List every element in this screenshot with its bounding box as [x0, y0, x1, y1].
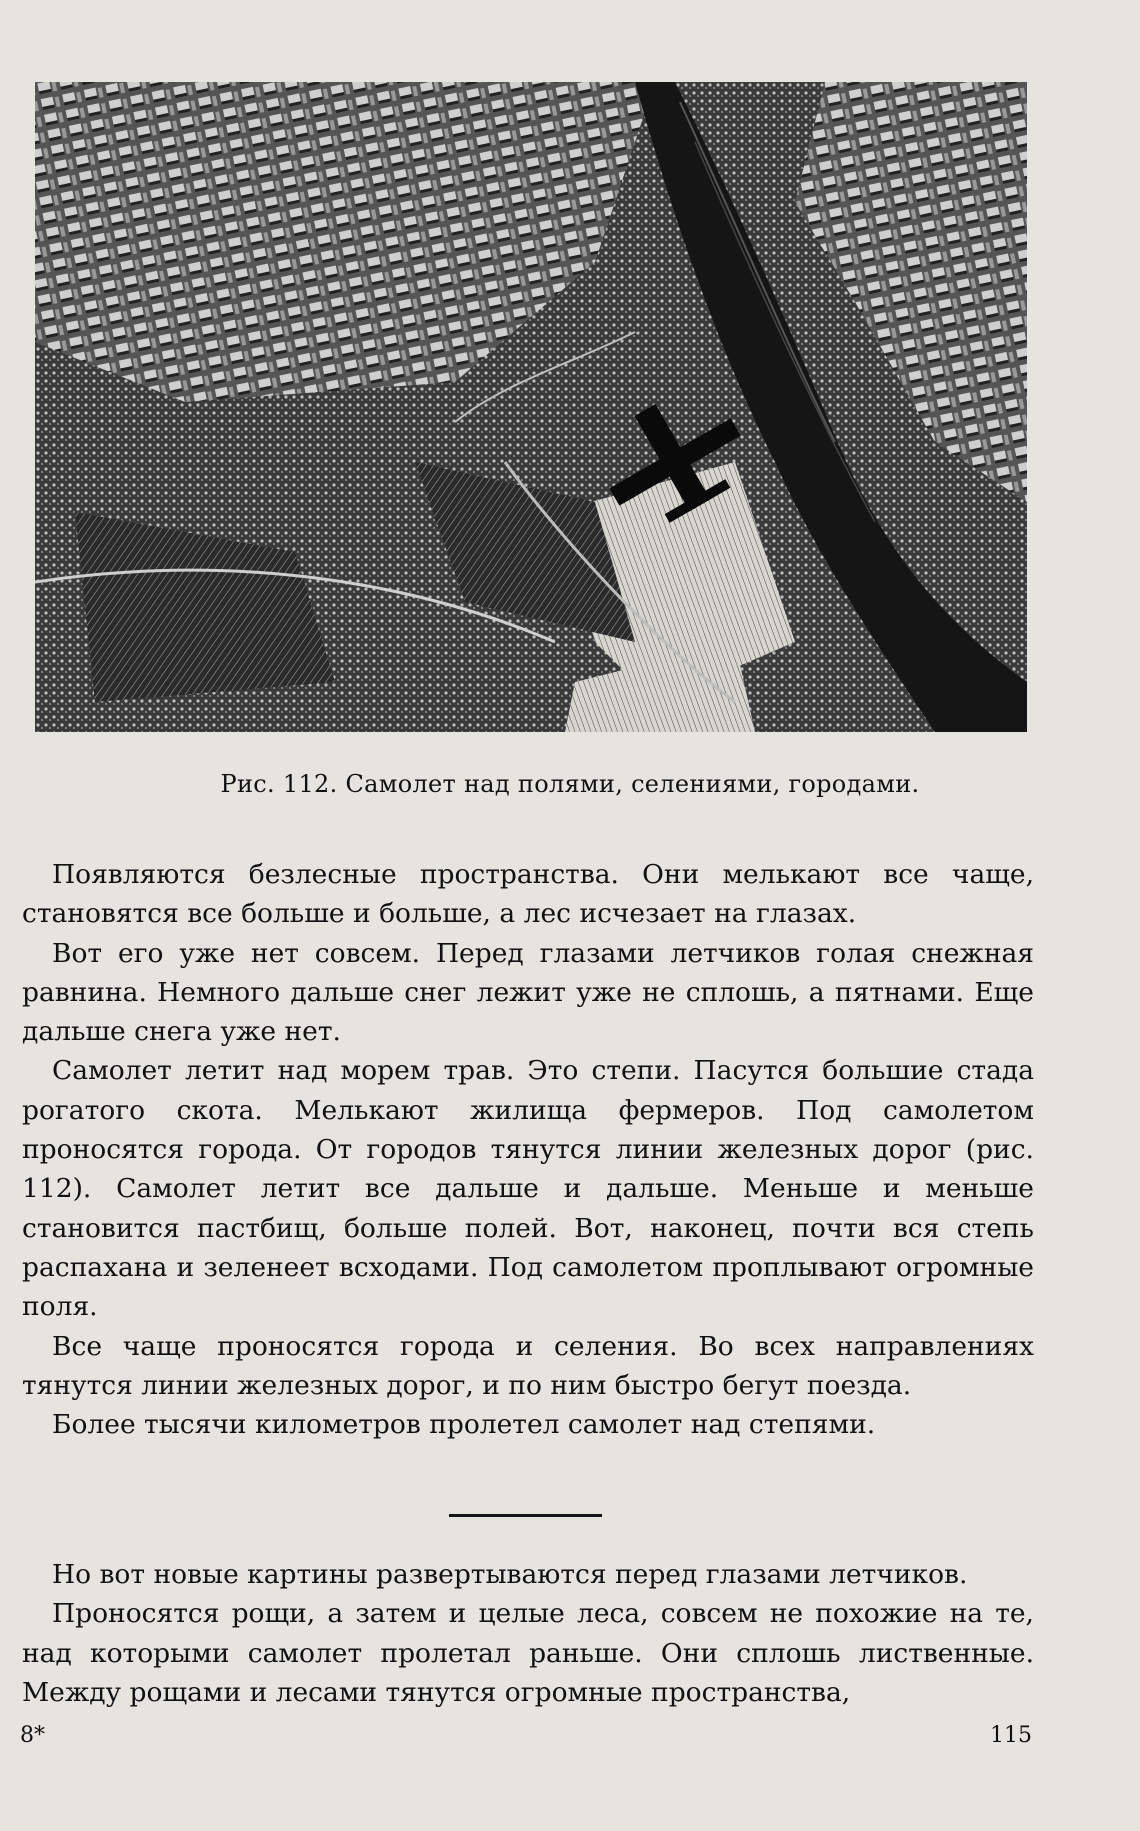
page-number: 115 [990, 1723, 1032, 1748]
aerial-city-river-airplane-icon [35, 82, 1027, 732]
body-text-continued [22, 1555, 1034, 1712]
body-text [22, 855, 1034, 1444]
paragraph: Все чаще проносятся города и селения. Во всех направлениях тянутся линии железных дорог, и по ним быстро бегут поезда. [22, 1330, 1034, 1401]
paragraph: Появляются безлесные пространства. Они мелькают все чаще, становятся все больше и больше, а лес исчезает на глазах. [22, 859, 1034, 930]
paragraph: Самолет летит над морем трав. Это степи. Пасутся большие стада рогатого скота. Мелькают жилища фермеров. Под самолетом проносятся города. От городов тянутся линии железных дорог (рис. 112). Самолет летит все дальше и дальше. Меньше и меньше становится пастбищ, больше полей. Вот, наконец, почти вся степь распахана и зеленеет всходами. Под самолетом проплывают огромные поля. [22, 1055, 1034, 1323]
paragraph: Вот его уже нет совсем. Перед глазами летчиков голая снежная равнина. Немного дальше снег лежит уже не сплошь, а пятнами. Еще дальше снега уже нет. [22, 937, 1034, 1048]
paragraph: Проносятся рощи, а затем и целые леса, совсем не похожие на те, над которыми самолет пролетал раньше. Они сплошь лиственные. Между рощами и лесами тянутся огромные пространства, [22, 1598, 1034, 1708]
paragraph: Но вот новые картины развертываются перед глазами летчиков. [52, 1559, 968, 1590]
aerial-illustration [35, 82, 1027, 732]
section-divider [449, 1514, 602, 1517]
paragraph: Более тысячи километров пролетел самолет над степями. [52, 1409, 876, 1441]
signature-mark: 8* [20, 1723, 45, 1748]
figure-caption: Рис. 112. Самолет над полями, селениями, городами. [220, 770, 920, 798]
